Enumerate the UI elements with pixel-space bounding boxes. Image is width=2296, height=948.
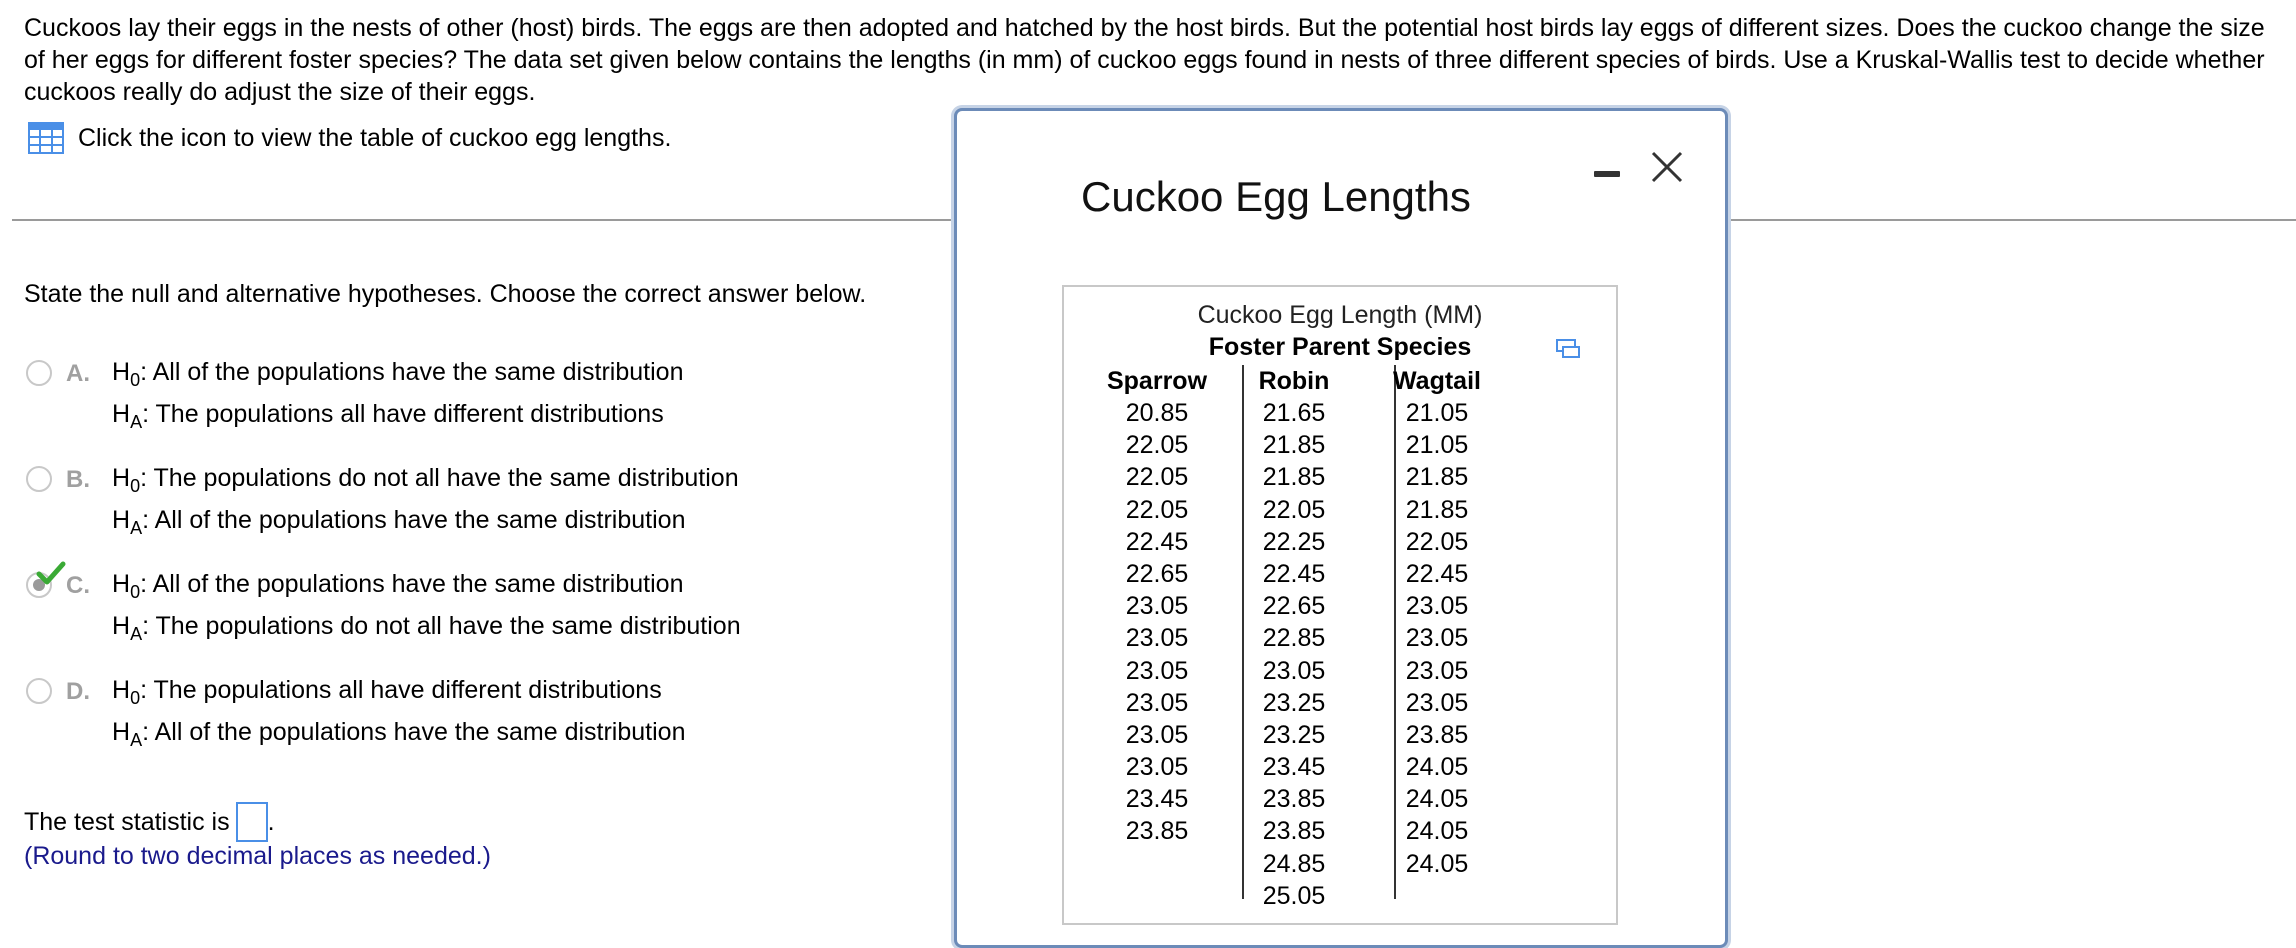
- table-cell: 21.85: [1405, 495, 1469, 524]
- table-cell: 23.85: [1262, 817, 1326, 846]
- option-c-ha: $H_A$: The populations do not all have the same distribution: [112, 612, 741, 644]
- table-cell: 22.45: [1125, 527, 1189, 556]
- option-letter: B.: [66, 466, 90, 493]
- table-cell: 24.85: [1262, 849, 1326, 878]
- table-cell: 23.05: [1125, 753, 1189, 782]
- table-cell: 22.05: [1262, 495, 1326, 524]
- checkmark-icon: [36, 560, 66, 588]
- copy-table-icon[interactable]: [1554, 337, 1582, 361]
- table-cell: 22.45: [1405, 559, 1469, 588]
- option-letter: C.: [66, 572, 90, 599]
- table-cell: 23.25: [1262, 720, 1326, 749]
- table-cell: 23.85: [1405, 720, 1469, 749]
- problem-intro: Cuckoos lay their eggs in the nests of other (host) birds. The eggs are then adopted and hatched by the host birds. But the potential host birds lay eggs of different sizes. Does the cuckoo change the size of her eggs for different foster species? The data set given below contains the lengths (in mm) of cuckoo eggs found in nests of three different species of birds. Use a Kruskal-Wallis test to decide whether cuckoos really do adjust the size of their eggs.: [24, 14, 2265, 106]
- table-cell: 23.05: [1125, 624, 1189, 653]
- table-cell: 23.85: [1262, 785, 1326, 814]
- column-header: Robin: [1258, 367, 1330, 395]
- table-cell: 23.45: [1125, 785, 1189, 814]
- table-cell: 22.05: [1405, 527, 1469, 556]
- table-cell: 23.05: [1125, 688, 1189, 717]
- table-cell: 23.05: [1405, 592, 1469, 621]
- table-cell: 22.25: [1262, 527, 1326, 556]
- table-cell: 24.05: [1405, 817, 1469, 846]
- option-b-ha: $H_A$: All of the populations have the same distribution: [112, 506, 686, 538]
- column-header: Sparrow: [1106, 367, 1208, 395]
- table-cell: 21.85: [1405, 463, 1469, 492]
- popup-title: Cuckoo Egg Lengths: [1081, 173, 1471, 220]
- test-statistic-line: [24, 802, 275, 842]
- table-group-header: Foster Parent Species: [1208, 333, 1472, 361]
- option-d-h0: $H_0$: The populations all have different distributions: [112, 676, 662, 708]
- close-icon[interactable]: [1647, 147, 1687, 187]
- table-link[interactable]: [28, 122, 671, 154]
- table-link-text: Click the icon to view the table of cuckoo egg lengths.: [78, 123, 672, 152]
- table-cell: 23.45: [1262, 753, 1326, 782]
- table-cell: 23.05: [1262, 656, 1326, 685]
- option-a-ha: $H_A$: The populations all have different distributions: [112, 400, 664, 432]
- table-cell: 23.05: [1125, 592, 1189, 621]
- question-text: State the null and alternative hypotheses. Choose the correct answer below.: [24, 280, 867, 308]
- rounding-note: (Round to two decimal places as needed.): [24, 842, 491, 870]
- table-cell: 21.05: [1405, 431, 1469, 460]
- sparrow-values: [1102, 397, 1212, 848]
- egg-length-table: [1062, 285, 1618, 925]
- radio-b[interactable]: [26, 466, 52, 492]
- table-cell: 22.85: [1262, 624, 1326, 653]
- minimize-icon[interactable]: [1594, 171, 1620, 177]
- option-b-h0: $H_0$: The populations do not all have the same distribution: [112, 464, 739, 496]
- table-icon[interactable]: [28, 122, 64, 154]
- table-cell: 22.65: [1125, 559, 1189, 588]
- table-cell: 20.85: [1125, 399, 1189, 427]
- test-statistic-label: The test statistic is: [24, 807, 230, 836]
- table-caption: Cuckoo Egg Length (MM): [1197, 301, 1483, 329]
- table-cell: 22.45: [1262, 559, 1326, 588]
- table-cell: 22.05: [1125, 463, 1189, 492]
- test-statistic-input[interactable]: [236, 802, 268, 842]
- robin-column: [1226, 365, 1362, 912]
- table-cell: 23.05: [1405, 688, 1469, 717]
- wagtail-column: [1374, 365, 1500, 880]
- table-cell: 23.05: [1405, 624, 1469, 653]
- table-cell: 22.05: [1125, 431, 1189, 460]
- option-a-h0: $H_0$: All of the populations have the same distribution: [112, 358, 684, 390]
- option-c-h0: $H_0$: All of the populations have the same distribution: [112, 570, 684, 602]
- test-statistic-period: .: [267, 807, 275, 836]
- column-header: Wagtail: [1393, 367, 1481, 395]
- robin-values: [1226, 397, 1362, 912]
- table-cell: 21.85: [1262, 431, 1326, 460]
- egg-lengths-popup: [954, 108, 1728, 948]
- sparrow-column: [1102, 365, 1212, 848]
- option-letter: A.: [66, 360, 90, 387]
- table-cell: 21.85: [1262, 463, 1326, 492]
- table-cell: 23.85: [1125, 817, 1189, 846]
- table-cell: 22.05: [1125, 495, 1189, 524]
- radio-d[interactable]: [26, 678, 52, 704]
- table-cell: 23.05: [1125, 656, 1189, 685]
- option-letter: D.: [66, 678, 90, 705]
- wagtail-values: [1374, 397, 1500, 880]
- table-cell: 24.05: [1405, 785, 1469, 814]
- table-cell: 24.05: [1405, 753, 1469, 782]
- table-cell: 24.05: [1405, 849, 1469, 878]
- table-cell: 21.65: [1262, 399, 1326, 427]
- table-cell: 25.05: [1262, 881, 1326, 910]
- table-cell: 23.05: [1125, 720, 1189, 749]
- table-cell: 21.05: [1405, 399, 1469, 427]
- table-cell: 23.05: [1405, 656, 1469, 685]
- option-d-ha: $H_A$: All of the populations have the same distribution: [112, 718, 686, 750]
- table-cell: 23.25: [1262, 688, 1326, 717]
- radio-a[interactable]: [26, 360, 52, 386]
- table-cell: 22.65: [1262, 592, 1326, 621]
